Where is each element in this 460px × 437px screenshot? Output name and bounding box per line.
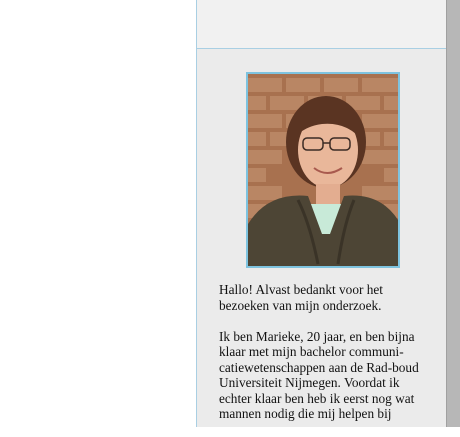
- profile-photo-image: [248, 74, 398, 266]
- greeting-paragraph: Hallo! Alvast bedankt voor het bezoeken van mijn onderzoek.: [219, 282, 383, 313]
- main-content-area: [0, 0, 196, 427]
- sidebar: [196, 0, 447, 427]
- profile-photo: [246, 72, 400, 268]
- introduction-paragraph: Ik ben Marieke, 20 jaar, en ben bijna klaar met mijn bachelor communi-catiewetenschappen aan de Rad-boud Universiteit Nijmegen. Voordat ik echter klaar ben heb ik eerst nog wat mannen nodig die mij helpen bij: [219, 328, 419, 421]
- intro-text-block: [219, 282, 431, 437]
- sidebar-header-panel: [197, 0, 447, 49]
- vertical-scrollbar[interactable]: [446, 0, 460, 427]
